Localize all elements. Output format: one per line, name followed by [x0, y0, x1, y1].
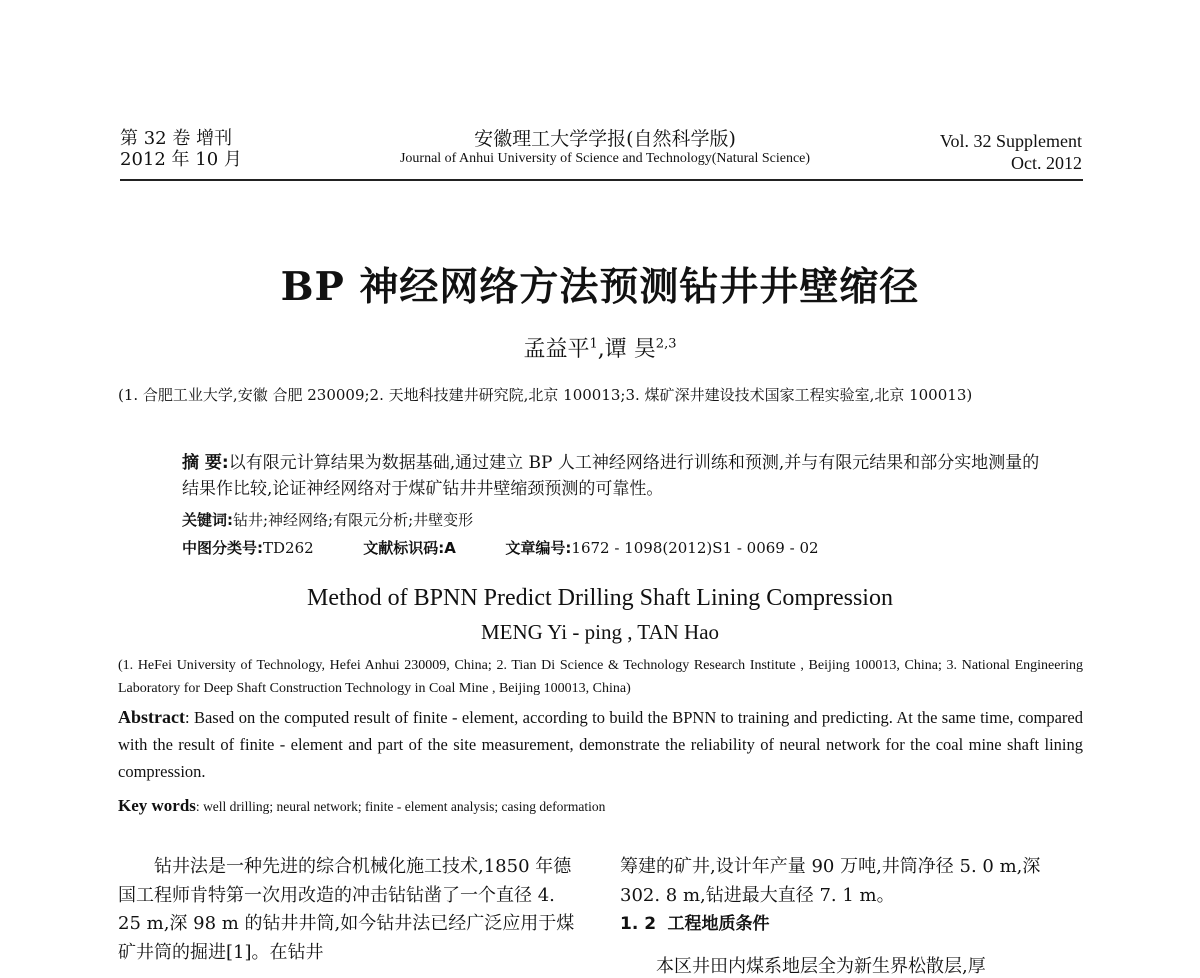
- journal-volume-info: [120, 128, 242, 170]
- doc-code-value: A: [444, 539, 456, 557]
- body-column-left: 钻井法是一种先进的综合机械化施工技术,1850 年德国工程师肯特第一次用改造的冲击钻钻凿了一个直径 4. 25 m,深 98 m 的钻井井筒,如今钻井法已经广泛应用于煤矿井筒的掘进[1]。在钻井: [118, 856, 575, 963]
- abstract-cn-label: 摘 要:: [182, 453, 229, 473]
- authors-en: MENG Yi - ping , TAN Hao: [480, 620, 720, 644]
- volume-line: 第 32 卷 增刊: [120, 128, 233, 149]
- section-heading: [620, 910, 1085, 939]
- body-next-line: [620, 952, 1085, 977]
- keywords-en-label: Key words: [118, 796, 196, 815]
- clc-value: TD262: [263, 539, 314, 557]
- body-next-line-text: 本区井田内煤系地层全为新生界松散层,厚: [656, 956, 986, 977]
- author-2-affil: 2,3: [655, 336, 677, 352]
- journal-name-cn: 安徽理工大学学报(自然科学版): [474, 128, 736, 150]
- authors-cn: [0, 332, 1200, 363]
- abstract-en: [118, 704, 1083, 785]
- keywords-cn-text: 钻井;神经网络;有限元分析;井壁变形: [233, 511, 474, 529]
- section-title: 工程地质条件: [667, 914, 770, 934]
- abstract-en-text: Based on the computed result of finite - element, according to build the BPNN to training and predicting. At the same time, compared with the result of finite - element and part of the site measurement, demonstrate the reliability of neural network for the coal mine shaft lining compression.: [118, 708, 1083, 781]
- abstract-cn: [182, 450, 1042, 502]
- keywords-en-colon: :: [195, 799, 204, 814]
- abstract-en-label: Abstract: [118, 707, 185, 727]
- doc-code-label: 文献标识码:: [363, 539, 445, 557]
- volume-line-en: Vol. 32 Supplement: [939, 131, 1082, 151]
- author-1-affil: 1: [589, 336, 598, 352]
- article-id-value: 1672 - 1098(2012)S1 - 0069 - 02: [571, 539, 819, 557]
- affiliation-en: (1. HeFei University of Technology, Hefei Anhui 230009, China; 2. Tian Di Science & Technology Research Institute , Beijing 100013, China; 3. National Engineering Laboratory for Deep Shaft Construction Technology in Coal Mine , Beijing 100013, China): [118, 658, 1083, 696]
- body-paragraph: 筹建的矿井,设计年产量 90 万吨,井筒净径 5. 0 m,深 302. 8 m,钻进最大直径 7. 1 m。: [620, 856, 1041, 906]
- journal-name-en: Journal of Anhui University of Science and Technology(Natural Science): [399, 151, 811, 166]
- clc-label: 中图分类号:: [182, 539, 263, 557]
- keywords-en: [118, 796, 605, 816]
- paper-title-en: Method of BPNN Predict Drilling Shaft Lining Compression: [307, 585, 893, 611]
- abstract-cn-text: 以有限元计算结果为数据基础,通过建立 BP 人工神经网络进行训练和预测,并与有限元结果和部分实地测量的结果作比较,论证神经网络对于煤矿钻井井壁缩颈预测的可靠性。: [182, 453, 1040, 499]
- keywords-cn-label: 关键词:: [182, 511, 233, 529]
- journal-name: [340, 128, 870, 168]
- affiliation-cn: (1. 合肥工业大学,安徽 合肥 230009;2. 天地科技建井研究院,北京 100013;3. 煤矿深井建设技术国家工程实验室,北京 100013): [118, 386, 973, 404]
- date-line: 2012 年 10 月: [120, 149, 242, 170]
- article-id-label: 文章编号:: [505, 539, 572, 557]
- journal-volume-info-en: [940, 130, 1082, 174]
- paper-title-cn: BP 神经网络方法预测钻井井壁缩径: [280, 264, 920, 310]
- author-separator: ,: [597, 337, 605, 362]
- keywords-cn: [182, 509, 473, 530]
- classification-row: [182, 537, 819, 558]
- header-rule: [120, 179, 1083, 181]
- keywords-en-text: well drilling; neural network; finite - element analysis; casing deformation: [203, 799, 606, 814]
- author-1: 孟益平: [523, 337, 590, 362]
- date-line-en: Oct. 2012: [1011, 153, 1082, 173]
- section-number: 1. 2: [620, 914, 657, 934]
- abstract-en-colon: :: [184, 708, 194, 727]
- author-2: 谭 昊: [604, 337, 656, 362]
- body-column-right: [620, 853, 1085, 939]
